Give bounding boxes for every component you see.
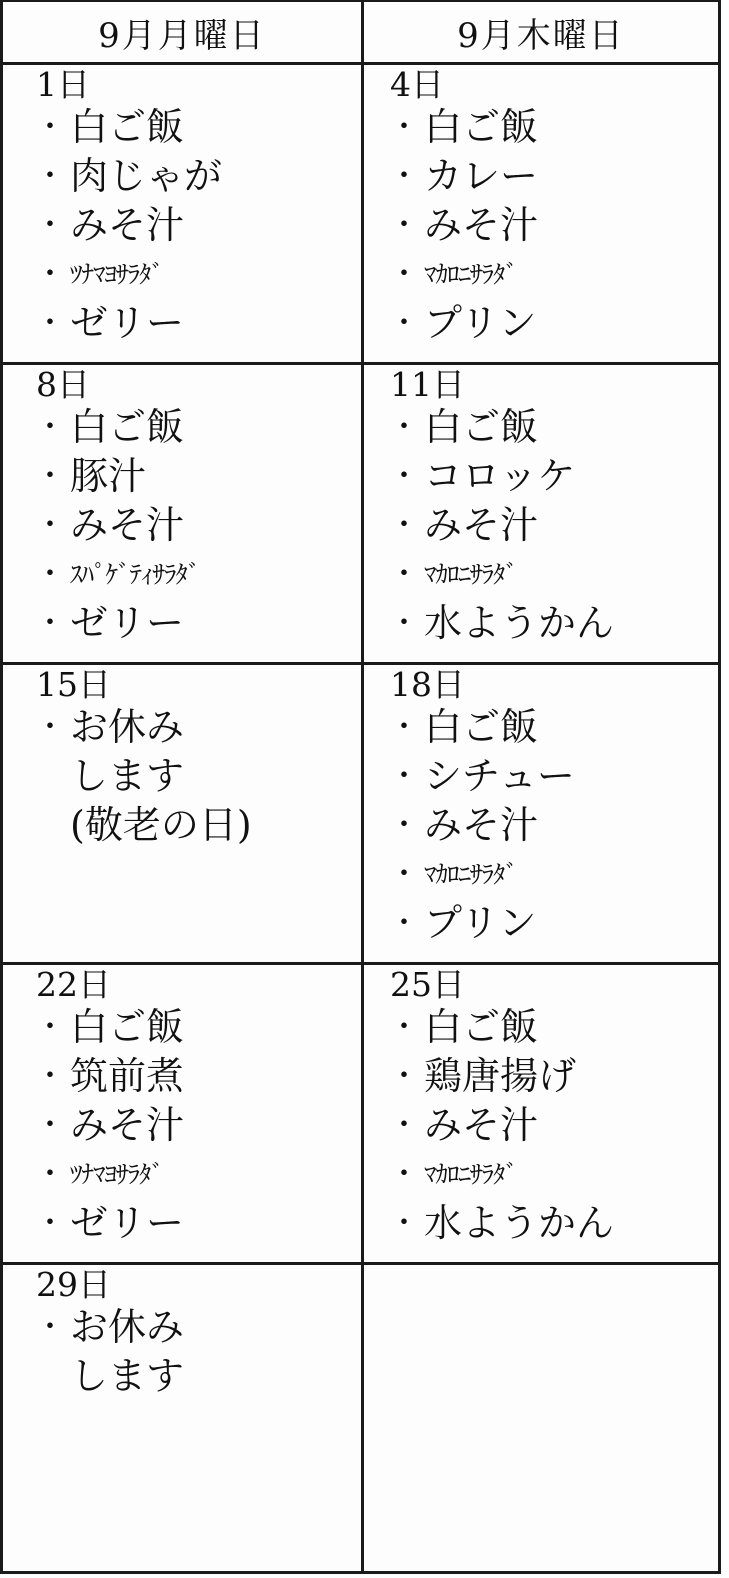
- menu-item-text: みそ汁: [70, 203, 185, 247]
- menu-item: [384, 152, 714, 201]
- menu-item-text: 白ご飯: [70, 405, 185, 449]
- menu-item: [30, 1303, 355, 1352]
- bullet-mark: ・: [35, 1206, 65, 1241]
- menu-item-text: 筑前煮: [70, 1054, 185, 1098]
- menu-item: [384, 299, 714, 348]
- menu-cell: [384, 966, 714, 1248]
- menu-item: [384, 452, 714, 501]
- header-thursday: 9月木曜日: [457, 15, 625, 56]
- menu-item-text: 白ご飯: [70, 1005, 185, 1049]
- menu-item-text: お休み: [70, 705, 185, 749]
- menu-item-text: 豚汁: [70, 454, 147, 498]
- menu-item: [30, 599, 355, 648]
- menu-item-text: カレー: [424, 154, 539, 198]
- menu-item: [384, 703, 714, 752]
- day-label: 1日: [36, 65, 90, 104]
- bullet-mark: ・: [389, 410, 419, 445]
- menu-item-text: 肉じゃが: [70, 154, 223, 198]
- menu-item: [384, 752, 714, 801]
- menu-cell: [384, 66, 714, 348]
- bullet-mark: ・: [389, 459, 419, 494]
- bullet-mark: ・: [389, 159, 419, 194]
- day-label: 29日: [36, 1265, 111, 1304]
- menu-item-text: (敬老の日): [70, 803, 252, 847]
- menu-item: [384, 103, 714, 152]
- menu-item-text: 水ようかん: [424, 601, 615, 645]
- menu-item: [30, 501, 355, 550]
- menu-item-text: 白ご飯: [424, 105, 539, 149]
- day-label: 11日: [390, 365, 465, 404]
- menu-item: [384, 1150, 714, 1199]
- menu-item-text: ﾏｶﾛﾆｻﾗﾀﾞ: [424, 1160, 518, 1189]
- menu-item: [384, 850, 714, 899]
- bullet-mark: ・: [35, 208, 65, 243]
- bullet-mark: ・: [389, 110, 419, 145]
- menu-item: [30, 250, 355, 299]
- menu-item-text: みそ汁: [424, 503, 539, 547]
- bullet-mark: ・: [35, 306, 65, 341]
- bullet-mark: ・: [35, 257, 65, 292]
- menu-item-text: ﾂﾅﾏﾖｻﾗﾀﾞ: [70, 1160, 164, 1189]
- menu-item-text: します: [70, 1354, 185, 1398]
- bullet-mark: ・: [389, 306, 419, 341]
- menu-item-text: みそ汁: [424, 803, 539, 847]
- header-divider: [0, 62, 721, 65]
- menu-item: [30, 452, 355, 501]
- menu-item: [30, 1199, 355, 1248]
- day-label: 22日: [36, 965, 111, 1004]
- menu-item-text: コロッケ: [424, 454, 576, 498]
- menu-item-text: ﾂﾅﾏﾖｻﾗﾀﾞ: [70, 260, 164, 289]
- table-left-border: [0, 0, 3, 1574]
- menu-item-text: プリン: [424, 301, 537, 345]
- menu-item-text: シチュー: [424, 754, 575, 798]
- menu-item-text: みそ汁: [70, 503, 185, 547]
- menu-item-text: お休み: [70, 1305, 185, 1349]
- menu-item: [384, 1199, 714, 1248]
- bullet-mark: ・: [35, 1157, 65, 1192]
- menu-cell: [30, 666, 355, 850]
- day-label: 15日: [36, 665, 111, 704]
- bullet-mark: ・: [389, 857, 419, 892]
- table-center-divider: [361, 0, 364, 1574]
- menu-cell: [384, 366, 714, 648]
- menu-item-text: みそ汁: [424, 1103, 539, 1147]
- day-label: 8日: [36, 365, 90, 404]
- menu-item: [30, 1352, 355, 1401]
- bullet-mark: ・: [389, 808, 419, 843]
- menu-item-text: ｽﾊﾟｹﾞﾃｨｻﾗﾀﾞ: [70, 560, 200, 589]
- menu-item: [30, 1052, 355, 1101]
- menu-item: [384, 801, 714, 850]
- menu-cell: [384, 666, 714, 948]
- menu-item: [30, 201, 355, 250]
- menu-item-text: みそ汁: [70, 1103, 185, 1147]
- row-divider: [0, 362, 721, 365]
- menu-item: [30, 152, 355, 201]
- bullet-mark: ・: [389, 1059, 419, 1094]
- bullet-mark: ・: [389, 1010, 419, 1045]
- bullet-mark: ・: [35, 159, 65, 194]
- bullet-mark: ・: [35, 459, 65, 494]
- menu-item-text: します: [70, 754, 185, 798]
- bullet-mark: ・: [35, 508, 65, 543]
- menu-item: [384, 1101, 714, 1150]
- menu-item: [384, 501, 714, 550]
- menu-item: [384, 599, 714, 648]
- menu-item: [384, 1052, 714, 1101]
- bullet-mark: ・: [389, 1108, 419, 1143]
- header-monday: 9月月曜日: [98, 15, 266, 56]
- bullet-mark: ・: [35, 1010, 65, 1045]
- menu-item: [30, 1150, 355, 1199]
- menu-item: [30, 403, 355, 452]
- bullet-mark: ・: [35, 710, 65, 745]
- bullet-mark: ・: [389, 208, 419, 243]
- day-label: 18日: [390, 665, 465, 704]
- menu-item-text: ﾏｶﾛﾆｻﾗﾀﾞ: [424, 860, 518, 889]
- menu-item-text: 水ようかん: [424, 1201, 615, 1245]
- menu-item: [30, 752, 355, 801]
- menu-item: [30, 1003, 355, 1052]
- menu-item-text: 白ご飯: [424, 405, 539, 449]
- menu-item: [30, 550, 355, 599]
- menu-item: [384, 201, 714, 250]
- bullet-mark: ・: [389, 1157, 419, 1192]
- bullet-mark: ・: [389, 606, 419, 641]
- menu-item-text: ゼリー: [70, 301, 185, 345]
- menu-item: [384, 899, 714, 948]
- menu-item: [30, 801, 355, 850]
- menu-item: [30, 299, 355, 348]
- bullet-mark: ・: [35, 1310, 65, 1345]
- bullet-mark: ・: [35, 606, 65, 641]
- menu-item-text: プリン: [424, 901, 537, 945]
- menu-item: [384, 403, 714, 452]
- menu-cell: [30, 966, 355, 1248]
- bullet-mark: ・: [35, 110, 65, 145]
- bullet-mark: ・: [389, 257, 419, 292]
- menu-item: [30, 103, 355, 152]
- bullet-mark: ・: [389, 710, 419, 745]
- menu-item: [384, 550, 714, 599]
- menu-item-text: ゼリー: [70, 1201, 185, 1245]
- bullet-mark: ・: [35, 410, 65, 445]
- menu-item: [384, 250, 714, 299]
- menu-cell: [30, 366, 355, 648]
- bullet-mark: ・: [389, 759, 419, 794]
- menu-item-text: 鶏唐揚げ: [424, 1054, 577, 1098]
- bullet-mark: ・: [35, 557, 65, 592]
- table-right-border: [718, 0, 721, 1574]
- day-label: 4日: [390, 65, 444, 104]
- menu-cell: [30, 66, 355, 348]
- menu-item-text: 白ご飯: [424, 705, 539, 749]
- menu-item: [384, 1003, 714, 1052]
- day-label: 25日: [390, 965, 465, 1004]
- bullet-mark: ・: [389, 906, 419, 941]
- bullet-mark: ・: [389, 1206, 419, 1241]
- menu-item-text: ゼリー: [70, 601, 185, 645]
- menu-item: [30, 703, 355, 752]
- menu-item-text: 白ご飯: [424, 1005, 539, 1049]
- menu-item: [30, 1101, 355, 1150]
- bullet-mark: ・: [389, 508, 419, 543]
- menu-item-text: みそ汁: [424, 203, 539, 247]
- table-bottom-border: [0, 1571, 721, 1574]
- bullet-mark: ・: [35, 1059, 65, 1094]
- bullet-mark: ・: [35, 1108, 65, 1143]
- menu-cell: [30, 1266, 355, 1401]
- bullet-mark: ・: [389, 557, 419, 592]
- menu-item-text: ﾏｶﾛﾆｻﾗﾀﾞ: [424, 560, 518, 589]
- menu-item-text: 白ご飯: [70, 105, 185, 149]
- menu-item-text: ﾏｶﾛﾆｻﾗﾀﾞ: [424, 260, 518, 289]
